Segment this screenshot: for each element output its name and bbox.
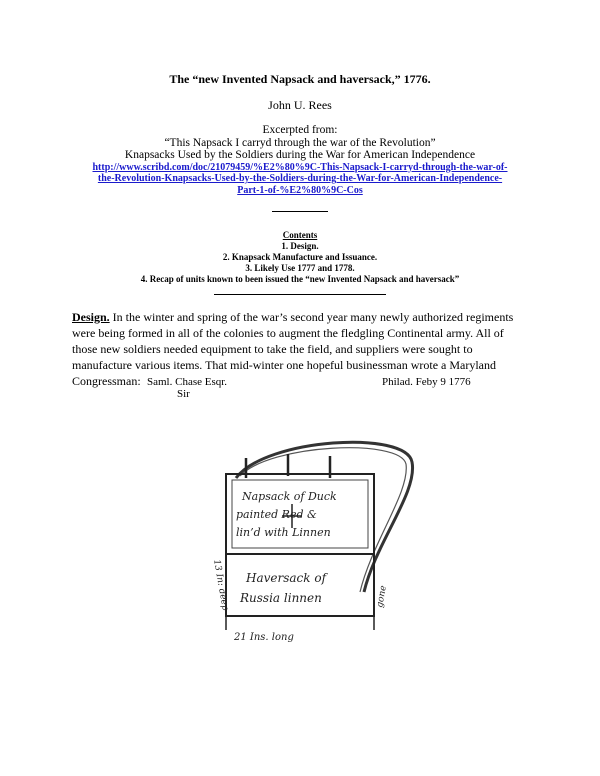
letter-addressee-block [147,376,227,400]
sketch-note: 21 Ins. long [234,632,294,643]
haversack-outline [226,554,374,616]
source-link-line[interactable]: http://www.scribd.com/doc/21079459/%E2%80%9C-This-Napsack-I-carryd-through-the-war-of- [92,161,508,173]
letter-salutation: Sir [177,388,190,400]
contents-item: 4. Recap of units known to been issued the “new Invented Napsack and haversack” [140,274,460,284]
document-title: The “new Invented Napsack and haversack,” 1776. [169,72,431,86]
contents-item: 3. Likely Use 1777 and 1778. [245,263,355,273]
letter-addressee: Saml. Chase Esqr. [147,376,228,388]
divider-rule [272,211,328,212]
contents-item: 1. Design. [281,241,319,251]
sketch-note: Russia linnen [240,591,322,605]
sketch-note: painted Red & [236,508,317,521]
author-name: John U. Rees [268,98,332,112]
section-text: In the winter and spring of the war’s second year many newly authorized regiments were being formed in all of the colonies to augment the fledgling Continental army. All of those new soldiers needed equipment to take the field, and suppliers were sought to manufacture various items. That mid-winter one hopeful businessman wrote a Maryland Congressman: [72,310,514,388]
divider-rule [214,294,386,295]
contents-block [0,230,600,285]
knapsack-sketch [196,432,436,662]
sketch-note: gone [375,584,389,609]
excerpt-block [0,124,600,196]
excerpt-subtitle: Knapsacks Used by the Soldiers during the War for American Independence [124,149,476,161]
source-link-line[interactable]: Part-1-of-%E2%80%9C-Cos [237,184,363,196]
section-heading: Design. [72,310,110,324]
contents-item: 2. Knapsack Manufacture and Issuance. [222,252,378,262]
excerpt-title: “This Napsack I carryd through the war of the Revolution” [164,136,436,149]
sketch-note: 13 In: deep [211,558,230,612]
source-link[interactable] [0,162,600,197]
sketch-note: Napsack of Duck [242,490,337,503]
source-link-line[interactable]: the-Revolution-Knapsacks-Used-by-the-Soldiers-during-the-War-for-American-Independence- [97,173,503,184]
contents-heading: Contents [282,230,318,240]
letter-place-date: Philad. Feby 9 1776 [382,376,471,388]
sketch-note: lin’d with Linnen [236,526,331,539]
sketch-note: Haversack of [246,571,327,585]
excerpt-intro: Excerpted from: [262,124,338,136]
